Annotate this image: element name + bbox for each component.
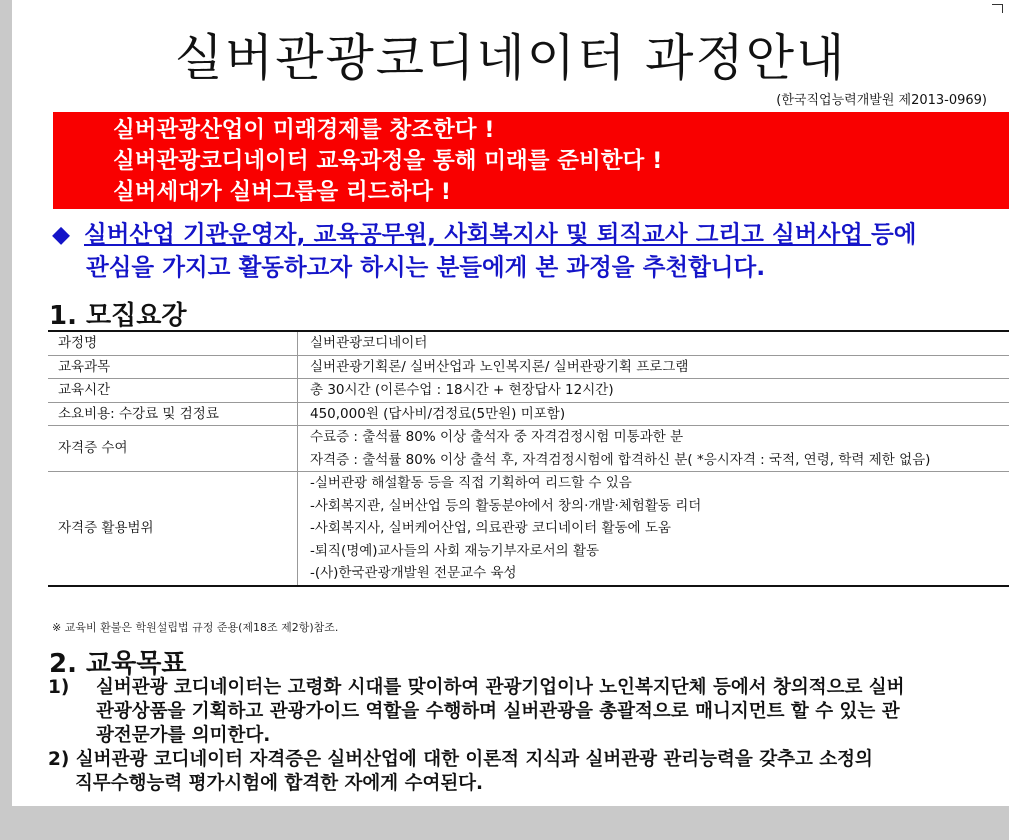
section-heading-goals: 2. 교육목표 (49, 649, 187, 679)
goal-item: 2) 실버관광 코디네이터 자격증은 실버산업에 대한 이론적 지식과 실버관광 관리능력을 갖추고 소정의 직무수행능력 평가시험에 합격한 자에게 수여된다. (48, 749, 873, 794)
table-row (48, 472, 1009, 586)
slogan-banner (53, 112, 1009, 209)
recommendation-text (52, 218, 1009, 284)
row-value: 실버관광코디네이터 (298, 331, 1009, 355)
table-row (48, 379, 1009, 403)
section-heading-recruitment: 1. 모집요강 (49, 301, 187, 331)
page-title: 실버관광코디네이터 과정안내 (174, 29, 847, 87)
page-corner-mark (992, 4, 1003, 13)
row-key: 교육과목 (48, 355, 298, 379)
goals-list (48, 676, 1009, 796)
row-value: -실버관광 해설활동 등을 직접 기획하여 리드할 수 있음 -사회복지관, 실버산업 등의 활동분야에서 창의·개발·체험활동 리더 -사회복지사, 실버케어산업, 의료관광 코디네이터 활동에 도움 -퇴직(명예)교사들의 사회 재능기부자로서의 활동 -(사)한국관광개발원 전문교수 육성 (298, 472, 1009, 586)
goal-number: 1) (48, 677, 70, 698)
table-row (48, 355, 1009, 379)
row-key: 자격증 수여 (48, 426, 298, 472)
slogan-line: 실버세대가 실버그릅을 리드하다 ! (113, 179, 452, 205)
registration-number: (한국직업능력개발원 제2013-0969) (776, 93, 987, 108)
table-row (48, 402, 1009, 426)
table-row (48, 426, 1009, 472)
diamond-bullet-icon: ◆ (52, 220, 71, 248)
row-value: 450,000원 (답사비/검정료(5만원) 미포함) (298, 402, 1009, 426)
refund-note: ※ 교육비 환불은 학원설립법 규정 준용(제18조 제2항)참조. (52, 621, 339, 634)
recommendation-line-2: 관심을 가지고 활동하고자 하시는 분들에게 본 과정을 추천합니다. (86, 253, 766, 281)
row-key: 교육시간 (48, 379, 298, 403)
row-key: 과정명 (48, 331, 298, 355)
row-value: 수료증 : 출석률 80% 이상 출석자 중 자격검정시험 미통과한 분 자격증 : 출석률 80% 이상 출석 후, 자격검정시험에 합격하신 분( *응시자격 : 국적, 연령, 학력 제한 없음) (298, 426, 1009, 472)
slogan-line: 실버관광산업이 미래경제를 창조한다 ! (113, 117, 495, 143)
table-row (48, 331, 1009, 355)
row-value: 총 30시간 (이론수업 : 18시간 + 현장답사 12시간) (298, 379, 1009, 403)
row-value: 실버관광기획론/ 실버산업과 노인복지론/ 실버관광기획 프로그램 (298, 355, 1009, 379)
goal-item: 1) 실버관광 코디네이터는 고령화 시대를 맞이하여 관광기업이나 노인복지단체 등에서 창의적으로 실버 관광상품을 기획하고 관광가이드 역할을 수행하며 실버관광을 총괄적으로 매니지먼트 할 수 있는 관 광전문가를 의미한다. (48, 677, 905, 746)
recruitment-table (48, 330, 1009, 587)
row-key: 자격증 활용범위 (48, 472, 298, 586)
goal-number: 2) (48, 749, 70, 770)
document-page (12, 0, 1009, 806)
row-key: 소요비용: 수강료 및 검정료 (48, 402, 298, 426)
recommendation-continued: 등에 (871, 220, 917, 248)
slogan-line: 실버관광코디네이터 교육과정을 통해 미래를 준비한다 ! (113, 148, 663, 174)
target-audience: 실버산업 기관운영자, 교육공무원, 사회복지사 및 퇴직교사 그리고 실버사업 (84, 220, 872, 248)
